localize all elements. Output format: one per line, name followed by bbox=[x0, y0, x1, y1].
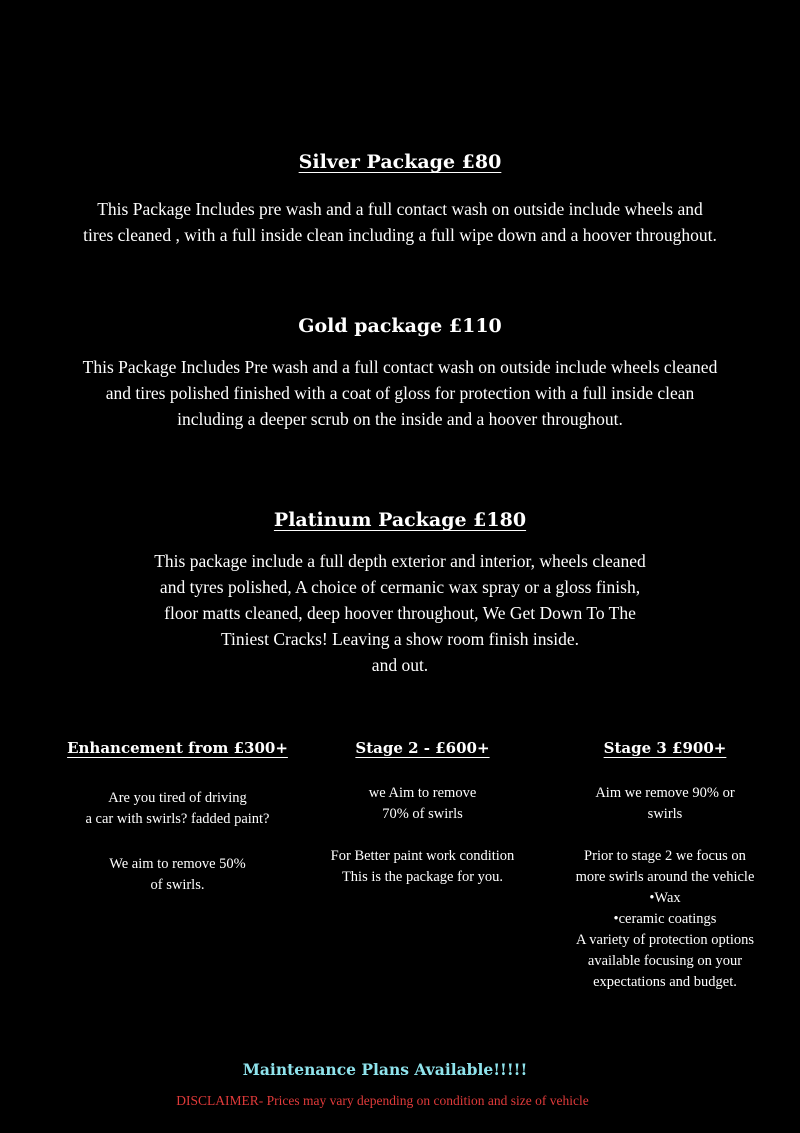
stage-2-intro bbox=[300, 783, 545, 825]
platinum-package-description bbox=[0, 548, 800, 678]
platinum-package bbox=[0, 508, 800, 678]
stage-3-title: Stage 3 £900+ bbox=[603, 739, 727, 757]
text-line: We aim to remove 50% bbox=[109, 856, 246, 872]
enhancement-details bbox=[55, 854, 300, 896]
text-line: more swirls around the vehicle bbox=[575, 869, 755, 885]
description-line: This package include a full depth exterior and interior, wheels cleaned bbox=[154, 551, 646, 571]
enhancement-intro bbox=[55, 788, 300, 830]
text-line: 70% of swirls bbox=[382, 806, 463, 822]
text-line: For Better paint work condition bbox=[330, 848, 515, 864]
text-line: swirls bbox=[647, 806, 683, 822]
gold-package-description bbox=[0, 354, 800, 432]
bullet-ceramic-coatings: •ceramic coatings bbox=[613, 911, 717, 927]
description-line: This Package Includes pre wash and a full contact wash on outside include wheels and bbox=[97, 199, 703, 219]
silver-package bbox=[0, 150, 800, 248]
text-line: available focusing on your bbox=[587, 953, 743, 969]
text-line: a car with swirls? fadded paint? bbox=[85, 811, 270, 827]
description-line: Tiniest Cracks! Leaving a show room finish inside. bbox=[220, 629, 580, 649]
stage-2-column bbox=[300, 738, 545, 888]
description-line: and out. bbox=[371, 655, 429, 675]
description-line: tires cleaned , with a full inside clean including a full wipe down and a hoover throughout. bbox=[83, 225, 717, 245]
text-line: Are you tired of driving bbox=[108, 790, 247, 806]
stage-3-column bbox=[545, 738, 785, 993]
text-line: Prior to stage 2 we focus on bbox=[584, 848, 746, 864]
gold-package-title: Gold package £110 bbox=[298, 315, 502, 337]
bullet-wax: •Wax bbox=[649, 890, 681, 906]
text-line: A variety of protection options bbox=[576, 932, 754, 948]
maintenance-plans-banner: Maintenance Plans Available!!!!! bbox=[242, 1060, 528, 1079]
stage-3-intro bbox=[545, 783, 785, 825]
text-line: Aim we remove 90% or bbox=[595, 785, 735, 801]
silver-package-title: Silver Package £80 bbox=[298, 151, 502, 173]
stage-3-details bbox=[545, 846, 785, 993]
description-line: and tyres polished, A choice of cermanic wax spray or a gloss finish, bbox=[159, 577, 641, 597]
text-line: This is the package for you. bbox=[341, 869, 504, 885]
enhancement-title: Enhancement from £300+ bbox=[67, 739, 288, 757]
text-line: we Aim to remove bbox=[368, 785, 477, 801]
enhancement-column bbox=[55, 738, 300, 896]
description-line: This Package Includes Pre wash and a full contact wash on outside include wheels cleaned bbox=[82, 357, 718, 377]
description-line: and tires polished finished with a coat of gloss for protection with a full inside clean bbox=[105, 383, 695, 403]
stage-2-title: Stage 2 - £600+ bbox=[355, 739, 490, 757]
stage-2-details bbox=[300, 846, 545, 888]
text-line: of swirls. bbox=[150, 877, 205, 893]
gold-package bbox=[0, 314, 800, 432]
silver-package-description bbox=[0, 196, 800, 248]
text-line: expectations and budget. bbox=[593, 974, 737, 990]
platinum-package-title: Platinum Package £180 bbox=[273, 509, 527, 531]
description-line: including a deeper scrub on the inside and a hoover throughout. bbox=[177, 409, 623, 429]
description-line: floor matts cleaned, deep hoover throughout, We Get Down To The bbox=[164, 603, 636, 623]
disclaimer-text: DISCLAIMER- Prices may vary depending on condition and size of vehicle bbox=[176, 1093, 589, 1108]
